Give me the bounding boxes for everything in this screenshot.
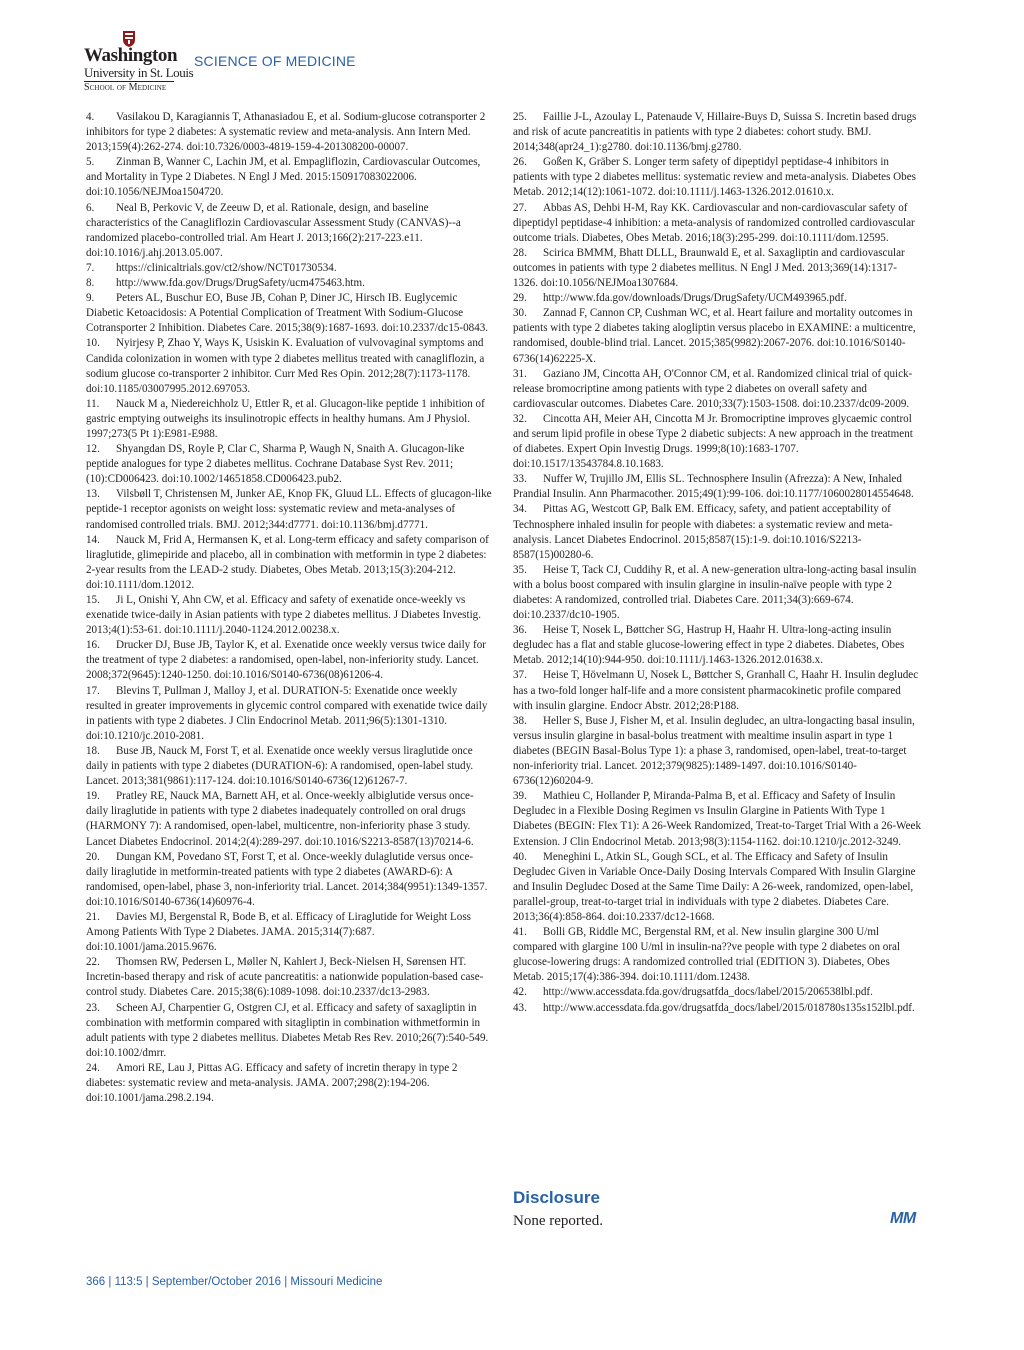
reference-number: 5. <box>86 156 95 169</box>
reference-number: 19. <box>86 790 100 803</box>
page-header <box>84 30 604 94</box>
reference-number: 16. <box>86 639 100 652</box>
reference-text: https://clinicaltrials.gov/ct2/show/NCT01730534. <box>116 261 337 274</box>
reference-item <box>513 714 921 789</box>
reference-text: Scirica BMMM, Bhatt DLLL, Braunwald E, et al. Saxagliptin and cardiovascular outcomes in patients with type 2 diabetes mellitus. N Engl J Med. 2013;369(14):1317-1326. doi:10.1056/NEJMoa1307684. <box>513 246 905 290</box>
reference-item <box>86 397 494 442</box>
reference-text: Blevins T, Pullman J, Malloy J, et al. DURATION-5: Exenatide once weekly resulted in greater improvements in glycemic control compared with exenatide twice daily in patients with type 2 diabetes. J Clin Endocrinol Metab. 2011;96(5):1301-1310. doi:10.1210/jc.2010-2081. <box>86 684 488 742</box>
reference-item <box>86 1001 494 1061</box>
reference-item <box>86 1061 494 1106</box>
university-subname: University in St. Louis <box>84 65 194 80</box>
reference-text: Dungan KM, Povedano ST, Forst T, et al. Once-weekly dulaglutide versus once-daily liraglutide in metformin-treated patients with type 2 diabetes (AWARD-6): A randomised, open-label, phase 3, non-inferiority trial. Lancet. 2014;384(9951):1349-1357. doi:10.1016/S0140-6736(14)60976-4. <box>86 850 488 908</box>
reference-text: Buse JB, Nauck M, Forst T, et al. Exenatide once weekly versus liraglutide once daily in patients with type 2 diabetes (DURATION-6): A randomised, open-label study. Lancet. 2013;381(9861):117-124. doi:10.1016/S0140-6736(12)61267-7. <box>86 744 474 788</box>
reference-item <box>86 291 494 336</box>
reference-number: 38. <box>513 714 527 727</box>
reference-number: 24. <box>86 1061 100 1074</box>
reference-text: Heise T, Tack CJ, Cuddihy R, et al. A new-generation ultra-long-acting basal insulin with a bolus boost compared with insulin glargine in insulin-naïve people with type 2 diabetes: A randomized, controlled trial. Diabetes Care. 2011;34(3):669-674. doi:10.2337/dc10-1905. <box>513 563 917 622</box>
reference-item <box>86 276 494 291</box>
reference-number: 23. <box>86 1001 100 1014</box>
reference-item <box>86 110 494 155</box>
reference-text: Cincotta AH, Meier AH, Cincotta M Jr. Bromocriptine improves glycaemic control and serum lipid profile in obese Type 2 diabetic subjects: A new approach in the treatment of diabetes. Expert Opin Investig Drugs. 1999;8(10):1683-1707. doi:10.1517/13543784.8.10.1683. <box>513 412 913 471</box>
reference-item <box>513 291 921 306</box>
reference-number: 17. <box>86 684 100 697</box>
reference-item <box>86 442 494 487</box>
reference-item <box>86 533 494 593</box>
reference-text: Gaziano JM, Cincotta AH, O'Connor CM, et al. Randomized clinical trial of quick-release bromocriptine among patients with type 2 diabetes on overall safety and cardiovascular outcomes. Diabetes Care. 2010;33(7):1503-1508. doi:10.2337/dc09-2009. <box>513 367 913 410</box>
references-left-column <box>86 110 494 1106</box>
reference-item <box>86 593 494 638</box>
reference-number: 31. <box>513 367 527 380</box>
reference-item <box>86 487 494 532</box>
reference-text: Thomsen RW, Pedersen L, Møller N, Kahlert J, Beck-Nielsen H, Sørensen HT. Incretin-based therapy and risk of acute pancreatitis: a nationwide population-based case-control study. Diabetes Care. 2015;38(6):1089-1098. doi:10.2337/dc13-2983. <box>86 956 484 999</box>
missouri-medicine-logo: MM <box>890 1210 916 1227</box>
university-name: Washington <box>84 45 178 66</box>
reference-item <box>86 155 494 200</box>
reference-text: http://www.accessdata.fda.gov/drugsatfda_docs/label/2015/018780s135s152lbl.pdf. <box>543 1001 915 1014</box>
reference-text: Nyirjesy P, Zhao Y, Ways K, Usiskin K. Evaluation of vulvovaginal symptoms and Candida colonization in women with type 2 diabetes mellitus treated with canagliflozin, a sodium glucose co-transporter 2 inhibitor. Curr Med Res Opin. 2012;28(7):1173-1178. doi:10.1185/03007995.2012.697053. <box>86 337 485 395</box>
reference-item <box>513 472 921 502</box>
reference-number: 41. <box>513 926 527 939</box>
reference-number: 40. <box>513 850 527 863</box>
reference-number: 36. <box>513 624 527 637</box>
section-title: SCIENCE OF MEDICINE <box>194 53 356 69</box>
reference-number: 35. <box>513 563 527 576</box>
reference-number: 28. <box>513 246 527 259</box>
reference-number: 14. <box>86 533 100 546</box>
reference-item <box>513 502 921 562</box>
reference-item <box>86 744 494 789</box>
reference-text: Davies MJ, Bergenstal R, Bode B, et al. Efficacy of Liraglutide for Weight Loss Among Patients With Type 2 Diabetes. JAMA. 2015;314(7):687. doi:10.1001/jama.2015.9676. <box>86 910 471 954</box>
reference-item <box>86 684 494 744</box>
reference-number: 22. <box>86 956 100 969</box>
reference-text: http://www.accessdata.fda.gov/drugsatfda_docs/label/2015/206538lbl.pdf. <box>543 986 873 999</box>
reference-text: Vilsbøll T, Christensen M, Junker AE, Knop FK, Gluud LL. Effects of glucagon-like peptide-1 receptor agonists on weight loss: systematic review and meta-analyses of randomised controlled trials. BMJ. 2012;344:d7771. doi:10.1136/bmj.d7771. <box>86 488 492 531</box>
reference-text: Peters AL, Buschur EO, Buse JB, Cohan P, Diner JC, Hirsch IB. Euglycemic Diabetic Ketoacidosis: A Potential Complication of Treatment With Sodium-Glucose Cotransporter 2 Inhibition. Diabetes Care. 2015;38(9):1687-1693. doi:10.2337/dc15-0843. <box>86 292 489 335</box>
reference-item <box>513 246 921 291</box>
reference-text: Heise T, Hövelmann U, Nosek L, Bøttcher S, Granhall C, Haahr H. Insulin degludec has a two-fold longer half-life and a more consistent pharmacokinetic profile compared with insulin glargine. Endocr Abstr. 2012;28:P188. <box>513 669 919 712</box>
reference-number: 25. <box>513 111 527 123</box>
reference-text: Abbas AS, Dehbi H-M, Ray KK. Cardiovascular and non-cardiovascular safety of dipeptidyl peptidase-4 inhibition: a meta-analysis of randomized controlled cardiovascular outcome trials. Diabetes, Obes Metab. 2016;18(3):295-299. doi:10.1111/dom.12595. <box>513 201 915 244</box>
reference-item <box>513 367 921 412</box>
reference-text: Bolli GB, Riddle MC, Bergenstal RM, et al. New insulin glargine 300 U/ml compared with glargine 100 U/ml in insulin-na??ve people with type 2 diabetes on oral glucose-lowering drugs: A randomized controlled trial (EDITION 3). Diabetes, Obes Metab. 2015;17(4):386-394. doi:10.1111/dom.12438. <box>513 926 901 984</box>
reference-number: 21. <box>86 910 100 923</box>
reference-number: 13. <box>86 488 100 501</box>
reference-item <box>86 789 494 849</box>
reference-item <box>513 201 921 246</box>
reference-text: Ji L, Onishi Y, Ahn CW, et al. Efficacy and safety of exenatide once-weekly vs exenatide twice-daily in Asian patients with type 2 diabetes mellitus. J Diabetes Investig. 2013;4(1):53-61. doi:10.1111/j.2040-1124.2012.00238.x. <box>86 594 481 637</box>
reference-text: Nauck M a, Niedereichholz U, Ettler R, et al. Glucagon-like peptide 1 inhibition of gastric emptying outweighs its insulinotropic effects in healthy humans. Am J Physiol. 1997;273(5 Pt 1):E981-E988. <box>86 397 485 440</box>
reference-text: Nuffer W, Trujillo JM, Ellis SL. Technosphere Insulin (Afrezza): A New, Inhaled Prandial Insulin. Ann Pharmacother. 2015;49(1):99-106. doi:10.1177/1060028014554648. <box>513 473 914 501</box>
reference-item <box>86 638 494 683</box>
reference-number: 29. <box>513 292 527 305</box>
reference-item <box>513 110 921 155</box>
reference-item <box>86 201 494 261</box>
disclosure-title: Disclosure <box>513 1188 600 1207</box>
reference-item <box>86 955 494 1000</box>
reference-number: 20. <box>86 850 100 863</box>
reference-text: Meneghini L, Atkin SL, Gough SCL, et al. The Efficacy and Safety of Insulin Degludec Given in Variable Once-Daily Dosing Intervals Compared With Insulin Glargine and Insulin Degludec Dosed at the Same Time Daily: A 26-week, randomized, open-label, parallel-group, treat-to-target trial in individuals with type 2 diabetes. Diabetes Care. 2013;36(4):858-864. doi:10.2337/dc12-1668. <box>513 850 916 923</box>
reference-number: 11. <box>86 397 100 410</box>
reference-item <box>86 261 494 276</box>
reference-number: 34. <box>513 503 527 516</box>
reference-number: 8. <box>86 277 95 290</box>
reference-number: 12. <box>86 443 100 456</box>
reference-item <box>513 306 921 366</box>
reference-text: Drucker DJ, Buse JB, Taylor K, et al. Exenatide once weekly versus twice daily for the treatment of type 2 diabetes: a randomised, open-label, non-inferiority study. Lancet. 2008;372(9645):1240-1250. doi:10.1016/S0140-6736(08)61206-4. <box>86 639 486 682</box>
reference-item <box>513 563 921 623</box>
reference-text: http://www.fda.gov/downloads/Drugs/DrugSafety/UCM493965.pdf. <box>543 292 847 305</box>
reference-text: Faillie J-L, Azoulay L, Patenaude V, Hillaire-Buys D, Suissa S. Incretin based drugs and risk of acute pancreatitis in patients with type 2 diabetes: cohort study. BMJ. 2014;348(apr24_1):g2780. doi:10.1136/bmj.g2780. <box>513 111 917 154</box>
reference-item <box>513 155 921 200</box>
reference-item <box>513 789 921 849</box>
reference-text: Zinman B, Wanner C, Lachin JM, et al. Empagliflozin, Cardiovascular Outcomes, and Mortality in Type 2 Diabetes. N Engl J Med. 2015:150917083022006. doi:10.1056/NEJMoa1504720. <box>86 156 481 199</box>
reference-number: 37. <box>513 669 527 682</box>
reference-text: Vasilakou D, Karagiannis T, Athanasiadou E, et al. Sodium-glucose cotransporter 2 inhibitors for type 2 diabetes: A systematic review and meta-analysis. Ann Intern Med. 2013;159(4):262-274. doi:10.7326/0003-4819-159-4-201308200-00007. <box>86 111 486 154</box>
reference-item <box>513 623 921 668</box>
reference-text: Pittas AG, Westcott GP, Balk EM. Efficacy, safety, and patient acceptability of Technosphere inhaled insulin for people with diabetes: a systematic review and meta-analysis. Lancet Diabetes Endocrinol. 2015;8587(15):1-9. doi:10.1016/S2213-8587(15)00280-6. <box>513 503 893 561</box>
reference-item <box>86 336 494 396</box>
reference-number: 32. <box>513 412 527 425</box>
reference-text: Mathieu C, Hollander P, Miranda-Palma B, et al. Efficacy and Safety of Insulin Degludec in a Flexible Dosing Regimen vs Insulin Glargine in Patients With Type 1 Diabetes (BEGIN: Flex T1): A 26-Week Randomized, Treat-to-Target Trial With a 26-Week Extension. J Clin Endocrinol Metab. 2013;98(3):1154-1162. doi:10.1210/jc.2012-3249. <box>513 790 922 848</box>
school-name: School of Medicine <box>84 82 167 93</box>
reference-text: http://www.fda.gov/Drugs/DrugSafety/ucm475463.htm. <box>116 277 365 290</box>
reference-text: Heller S, Buse J, Fisher M, et al. Insulin degludec, an ultra-longacting basal insulin, versus insulin glargine in basal-bolus treatment with mealtime insulin aspart in type 1 diabetes (BEGIN Basal-Bolus Type 1): a phase 3, randomised, open-label, treat-to-target non-inferiority trial. Lancet. 2012;379(9825):1489-1497. doi:10.1016/S0140-6736(12)60204-9. <box>513 714 915 788</box>
reference-text: Shyangdan DS, Royle P, Clar C, Sharma P, Waugh N, Snaith A. Glucagon-like peptide analogues for type 2 diabetes mellitus. Cochrane Database Syst Rev. 2011;(10):CD006423. doi:10.1002/14651858.CD006423.pub2. <box>86 443 465 486</box>
reference-text: Pratley RE, Nauck MA, Barnett AH, et al. Once-weekly albiglutide versus once-daily liraglutide in patients with type 2 diabetes inadequately controlled on oral drugs (HARMONY 7): A randomised, open-label, multicentre, non-inferiority phase 3 study. Lancet Diabetes Endocrinol. 2014;2(4):289-297. doi:10.1016/S2213-8587(13)70214-6. <box>86 790 474 848</box>
reference-text: Heise T, Nosek L, Bøttcher SG, Hastrup H, Haahr H. Ultra-long-acting insulin degludec has a flat and stable glucose-lowering effect in type 2 diabetes. Diabetes, Obes Metab. 2012;14(10):944-950. doi:10.1111/j.1463-1326.2012.01638.x. <box>513 624 905 667</box>
reference-text: Scheen AJ, Charpentier G, Ostgren CJ, et al. Efficacy and safety of saxagliptin in combination with metformin compared with sitagliptin in combination withmetformin in adult patients with type 2 diabetes mellitus. Diabetes Metab Res Rev. 2010;26(7):540-549. doi:10.1002/dmrr. <box>86 1001 489 1059</box>
reference-number: 15. <box>86 594 100 606</box>
reference-number: 43. <box>513 1001 527 1014</box>
reference-number: 30. <box>513 307 527 320</box>
reference-number: 33. <box>513 473 527 486</box>
reference-number: 39. <box>513 790 527 803</box>
reference-number: 7. <box>86 261 95 274</box>
reference-item <box>513 668 921 713</box>
page-footer: 366 | 113:5 | September/October 2016 | Missouri Medicine <box>86 1276 383 1288</box>
reference-item <box>513 412 921 472</box>
reference-item <box>513 850 921 925</box>
reference-text: Nauck M, Frid A, Hermansen K, et al. Long-term efficacy and safety comparison of liraglutide, glimepiride and placebo, all in combination with metformin in type 2 diabetes: 2-year results from the LEAD-2 study. Diabetes, Obes Metab. 2013;15(3):204-212. doi:10.1111/dom.12012. <box>86 533 489 591</box>
reference-item <box>86 910 494 955</box>
reference-number: 18. <box>86 744 100 757</box>
reference-number: 27. <box>513 201 527 214</box>
reference-text: Neal B, Perkovic V, de Zeeuw D, et al. Rationale, design, and baseline characteristics of the Canagliflozin Cardiovascular Assessment Study (CANVAS)--a randomized placebo-controlled trial. Am Heart J. 2013;166(2):217-223.e11. doi:10.1016/j.ahj.2013.05.007. <box>86 201 461 259</box>
reference-text: Amori RE, Lau J, Pittas AG. Efficacy and safety of incretin therapy in type 2 diabetes: systematic review and meta-analysis. JAMA. 2007;298(2):194-206. doi:10.1001/jama.298.2.194. <box>86 1061 458 1105</box>
reference-number: 10. <box>86 337 100 350</box>
reference-number: 42. <box>513 986 527 999</box>
reference-number: 4. <box>86 111 95 123</box>
reference-item <box>513 985 921 1000</box>
disclosure-section <box>513 1188 933 1231</box>
reference-text: Zannad F, Cannon CP, Cushman WC, et al. Heart failure and mortality outcomes in patients with type 2 diabetes taking alogliptin versus placebo in EXAMINE: a multicentre, randomised, double-blind trial. Lancet. 2015;385(9982):2067-2076. doi:10.1016/S0140-6736(14)62225-X. <box>513 307 916 365</box>
reference-item <box>513 925 921 985</box>
reference-number: 6. <box>86 201 95 214</box>
reference-number: 9. <box>86 292 95 305</box>
references-right-column <box>513 110 921 1016</box>
reference-item <box>513 1001 921 1016</box>
reference-number: 26. <box>513 156 527 169</box>
reference-item <box>86 850 494 910</box>
reference-text: Goßen K, Gräber S. Longer term safety of dipeptidyl peptidase-4 inhibitors in patients with type 2 diabetes mellitus: systematic review and meta-analysis. Diabetes Obes Metab. 2012;14(12):1061-1072. doi:10.1111/j.1463-1326.2012.01610.x. <box>513 156 916 199</box>
disclosure-body: None reported. <box>513 1213 603 1229</box>
